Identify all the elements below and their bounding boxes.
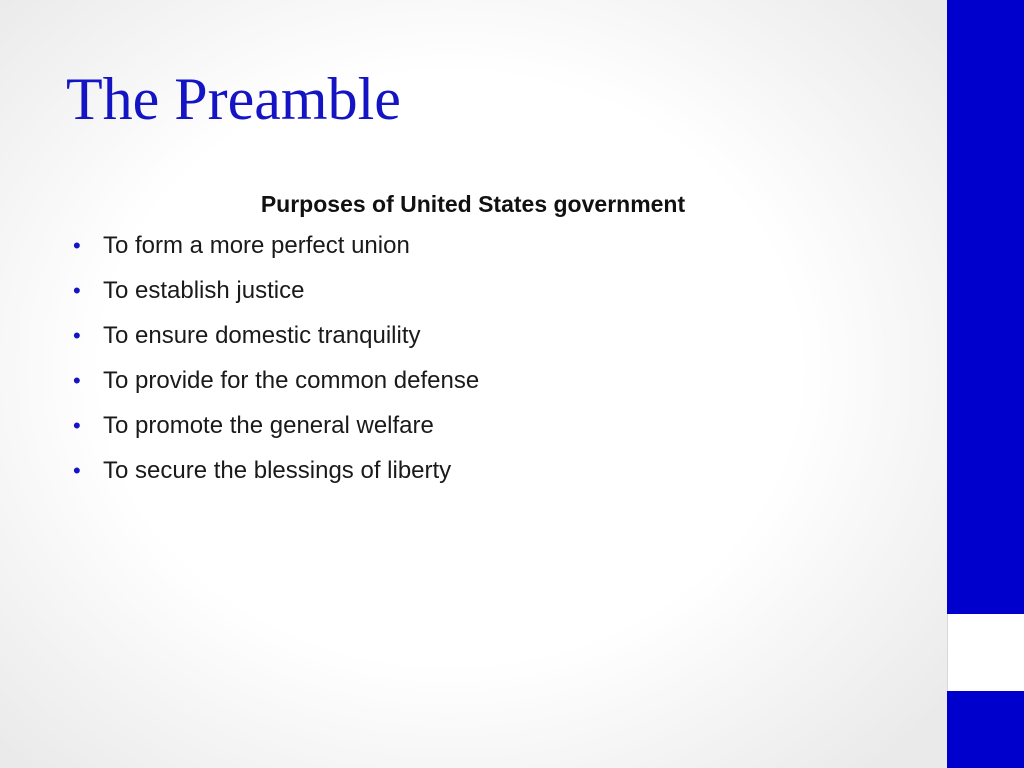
- bullet-icon: •: [73, 458, 81, 483]
- accent-bar-top-block: [947, 0, 1024, 614]
- bullet-icon: •: [73, 233, 81, 258]
- list-item: [70, 366, 876, 411]
- bullet-icon: •: [73, 323, 81, 348]
- bullet-icon: •: [73, 368, 81, 393]
- list-item: [70, 456, 876, 501]
- content-subheading: Purposes of United States government: [260, 191, 686, 217]
- bullet-text: To promote the general welfare: [103, 412, 434, 439]
- bullet-text: To provide for the common defense: [103, 367, 480, 394]
- bullet-icon: •: [73, 413, 81, 438]
- list-item: [70, 321, 876, 366]
- bullet-icon: •: [73, 278, 81, 303]
- list-item: [70, 411, 876, 456]
- list-item: [70, 231, 876, 276]
- bullet-text: To form a more perfect union: [103, 232, 410, 259]
- bullet-list: [70, 231, 876, 501]
- accent-side-bar: [947, 0, 1024, 768]
- list-item: [70, 276, 876, 321]
- bullet-text: To ensure domestic tranquility: [103, 322, 421, 349]
- slide-content: [70, 186, 876, 501]
- slide-title: The Preamble: [66, 66, 401, 132]
- bullet-text: To secure the blessings of liberty: [103, 457, 452, 484]
- bullet-text: To establish justice: [103, 277, 305, 304]
- accent-bar-gap: [947, 614, 1024, 691]
- accent-bar-bottom-block: [947, 691, 1024, 768]
